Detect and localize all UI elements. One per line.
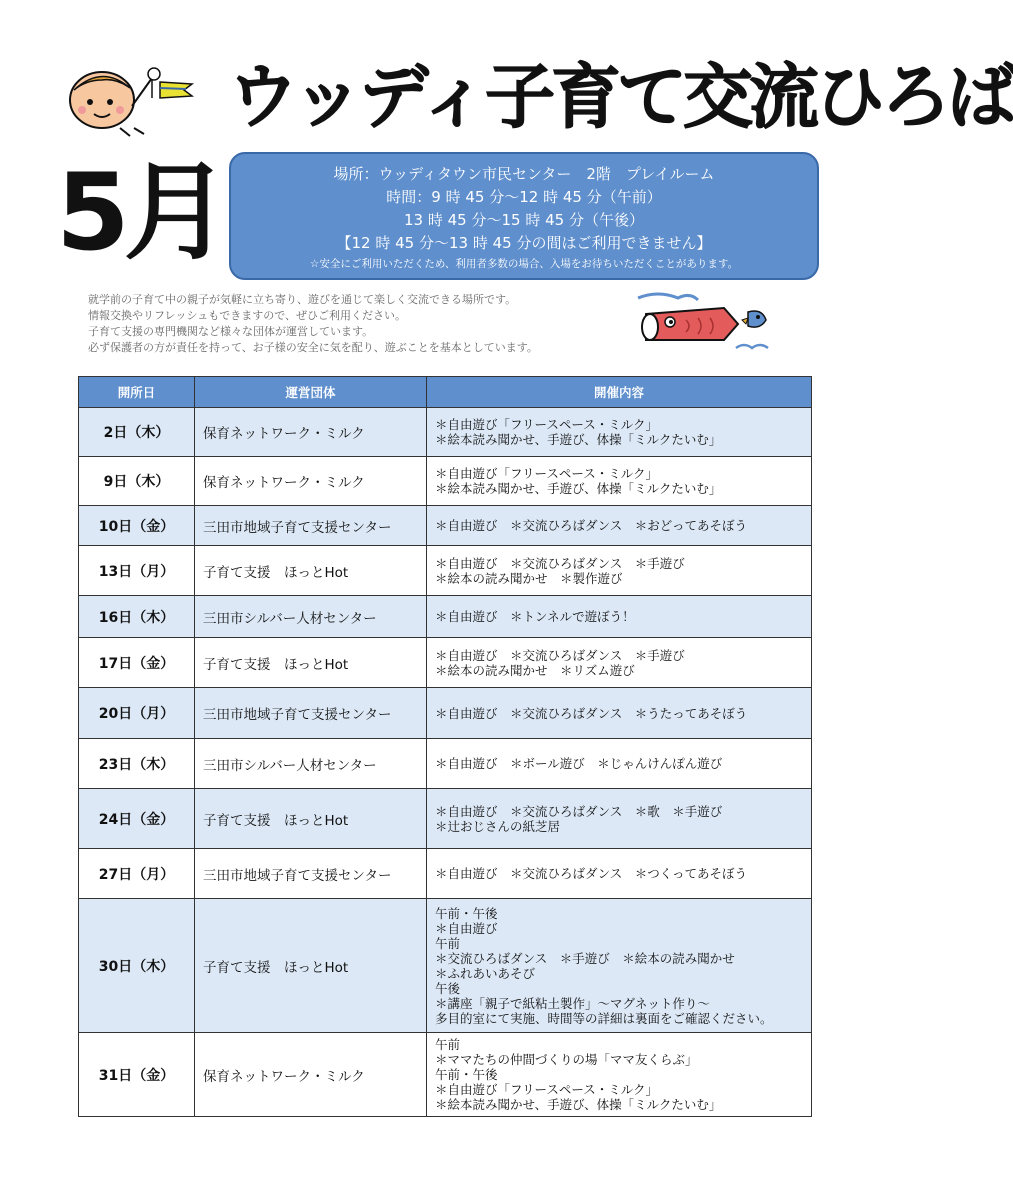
header-date: 開所日	[79, 377, 195, 408]
content-line: 多目的室にて実施、時間等の詳細は裏面をご確認ください。	[435, 1010, 773, 1026]
intro-line: 就学前の子育て中の親子が気軽に立ち寄り、遊びを通じて楽しく交流できる場所です。	[88, 293, 517, 306]
org-cell: 三田市シルバー人材センター	[195, 739, 427, 789]
content-line: ＊講座「親子で紙粘土製作」～マグネット作り～	[435, 995, 710, 1011]
org-cell: 子育て支援 ほっとHot	[195, 638, 427, 688]
table-header-row	[79, 377, 812, 408]
content-line: ＊ふれあいあそび	[435, 965, 536, 981]
content-line: ＊自由遊び ＊交流ひろばダンス ＊歌 ＊手遊び	[435, 803, 723, 819]
table-row	[79, 546, 812, 596]
time-am-text: 時間：9 時 45 分～12 時 45 分（午前）	[386, 188, 662, 206]
header-content: 開催内容	[427, 377, 812, 408]
org-cell: 子育て支援 ほっとHot	[195, 899, 427, 1033]
date-cell: 27日（月）	[79, 849, 195, 899]
content-line: ＊自由遊び ＊交流ひろばダンス ＊つくってあそぼう	[435, 866, 748, 881]
content-cell	[427, 789, 812, 849]
table-row	[79, 1033, 812, 1117]
content-line: ＊自由遊び「フリースペース・ミルク」	[435, 466, 659, 481]
page-title: ウッディ子育て交流ひろば	[228, 56, 1013, 138]
content-line: 午前・午後	[435, 905, 498, 921]
content-line: 午前・午後	[435, 1067, 498, 1082]
intro-text	[88, 292, 628, 356]
content-line: 午前	[435, 1037, 461, 1052]
month-heading: 5月	[56, 151, 224, 274]
content-cell	[427, 1033, 812, 1117]
date-cell: 16日（木）	[79, 596, 195, 638]
date-cell: 31日（金）	[79, 1033, 195, 1117]
koinobori-illustration	[628, 290, 778, 360]
org-cell: 三田市シルバー人材センター	[195, 596, 427, 638]
org-cell: 三田市地域子育て支援センター	[195, 506, 427, 546]
org-cell: 子育て支援 ほっとHot	[195, 546, 427, 596]
schedule-table	[78, 376, 812, 1117]
intro-line: 必ず保護者の方が責任を持って、お子様の安全に気を配り、遊ぶことを基本としています。	[88, 341, 538, 354]
table-row	[79, 408, 812, 457]
content-line: ＊絵本の読み聞かせ ＊製作遊び	[435, 570, 623, 586]
content-line: ＊自由遊び ＊トンネルで遊ぼう！	[435, 609, 635, 624]
intro-line: 子育て支援の専門機関など様々な団体が運営しています。	[88, 325, 374, 338]
org-cell: 三田市地域子育て支援センター	[195, 849, 427, 899]
table-row	[79, 789, 812, 849]
content-line: ＊自由遊び	[435, 920, 498, 936]
org-cell: 保育ネットワーク・ミルク	[195, 1033, 427, 1117]
content-line: ＊絵本の読み聞かせ ＊リズム遊び	[435, 662, 635, 678]
table-row	[79, 638, 812, 688]
content-cell	[427, 688, 812, 739]
org-cell: 子育て支援 ほっとHot	[195, 789, 427, 849]
content-cell	[427, 739, 812, 789]
table-row	[79, 899, 812, 1033]
place-text: 場所：ウッディタウン市民センター 2階 プレイルーム	[333, 165, 715, 183]
safety-note: ☆安全にご利用いただくため、利用者多数の場合、入場をお待ちいただくことがあります。	[309, 258, 739, 270]
table-row	[79, 688, 812, 739]
content-cell	[427, 638, 812, 688]
table-row	[79, 506, 812, 546]
content-line: ＊ママたちの仲間づくりの場「ママ友くらぶ」	[435, 1052, 698, 1067]
content-line: ＊絵本読み聞かせ、手遊び、体操「ミルクたいむ」	[435, 481, 722, 496]
table-row	[79, 457, 812, 506]
content-cell	[427, 596, 812, 638]
content-line: ＊自由遊び ＊交流ひろばダンス ＊うたってあそぼう	[435, 705, 748, 721]
content-line: ＊自由遊び ＊交流ひろばダンス ＊手遊び	[435, 555, 685, 571]
date-cell: 9日（木）	[79, 457, 195, 506]
content-line: ＊自由遊び ＊交流ひろばダンス ＊手遊び	[435, 647, 685, 663]
content-cell	[427, 849, 812, 899]
content-line: ＊辻おじさんの紙芝居	[435, 818, 561, 834]
content-line: ＊交流ひろばダンス ＊手遊び ＊絵本の読み聞かせ	[435, 950, 735, 966]
date-cell: 30日（木）	[79, 899, 195, 1033]
date-cell: 13日（月）	[79, 546, 195, 596]
content-line: ＊自由遊び ＊ボール遊び ＊じゃんけんぽん遊び	[435, 756, 723, 771]
content-line: 午後	[435, 980, 461, 996]
mascot-illustration	[60, 58, 200, 138]
table-row	[79, 849, 812, 899]
content-cell	[427, 546, 812, 596]
content-line: ＊絵本読み聞かせ、手遊び、体操「ミルクたいむ」	[435, 1097, 722, 1112]
intro-line: 情報交換やリフレッシュもできますので、ぜひご利用ください。	[88, 309, 407, 322]
date-cell: 10日（金）	[79, 506, 195, 546]
content-cell	[427, 408, 812, 457]
date-cell: 2日（木）	[79, 408, 195, 457]
table-row	[79, 739, 812, 789]
date-cell: 17日（金）	[79, 638, 195, 688]
date-cell: 24日（金）	[79, 789, 195, 849]
content-line: ＊自由遊び ＊交流ひろばダンス ＊おどってあそぼう	[435, 518, 748, 533]
content-line: ＊絵本読み聞かせ、手遊び、体操「ミルクたいむ」	[435, 432, 722, 447]
content-line: 午前	[435, 935, 461, 951]
time-pm-text: 13 時 45 分～15 時 45 分（午後）	[404, 211, 644, 229]
header-org: 運営団体	[195, 377, 427, 408]
table-row	[79, 596, 812, 638]
content-cell	[427, 506, 812, 546]
content-cell	[427, 899, 812, 1033]
org-cell: 保育ネットワーク・ミルク	[195, 457, 427, 506]
org-cell: 保育ネットワーク・ミルク	[195, 408, 427, 457]
content-cell	[427, 457, 812, 506]
date-cell: 20日（月）	[79, 688, 195, 739]
content-line: ＊自由遊び「フリースペース・ミルク」	[435, 1082, 659, 1097]
org-cell: 三田市地域子育て支援センター	[195, 688, 427, 739]
info-box	[229, 152, 819, 280]
closed-time-text: 【12 時 45 分～13 時 45 分の間はご利用できません】	[336, 234, 712, 252]
date-cell: 23日（木）	[79, 739, 195, 789]
content-line: ＊自由遊び「フリースペース・ミルク」	[435, 417, 659, 432]
